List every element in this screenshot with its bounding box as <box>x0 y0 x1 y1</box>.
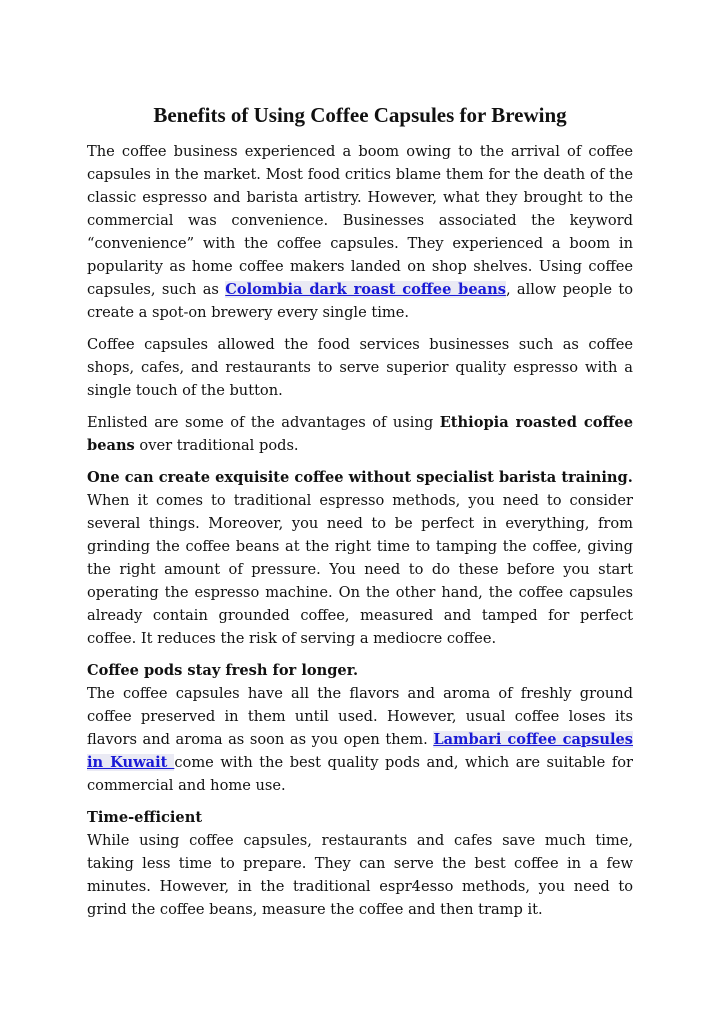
colombia-coffee-link[interactable]: Colombia dark roast coffee beans <box>225 281 506 298</box>
intro-text-before: The coffee business experienced a boom owing to the arrival of coffee capsules in the market. Most food critics blame them for the death of the classic espresso and barista artistry. However, what they brought to the commercial was convenience. Businesses associated the keyword “convenience” with the coffee capsules. They experienced a boom in popularity as home coffee makers landed on shop shelves. Using coffee capsules, such as <box>87 143 633 298</box>
section-fresh-text-after: come with the best quality pods and, which are suitable for commercial and home use. <box>87 754 634 794</box>
intro-text-after: , allow people to create a spot-on brewery every single time. <box>87 281 634 321</box>
second-paragraph: Coffee capsules allowed the food services businesses such as coffee shops, cafes, and restaurants to serve superior quality espresso with a single touch of the button. <box>87 336 633 399</box>
section-time-heading: Time-efficient <box>87 809 203 826</box>
section-barista-heading: One can create exquisite coffee without specialist barista training. <box>87 469 633 486</box>
section-barista-body: When it comes to traditional espresso methods, you need to consider several things. Moreover, you need to be perfect in everything, from grinding the coffee beans at the right time to tamping the coffee, giving the right amount of pressure. You need to do these before you start operating the espresso machine. On the other hand, the coffee capsules already contain grounded coffee, measured and tamped for perfect coffee. It reduces the risk of serving a mediocre coffee. <box>87 492 633 647</box>
section-time <box>87 806 633 921</box>
section-fresh-text-before: The coffee capsules have all the flavors and aroma of freshly ground coffee preserved in them until used. However, usual coffee loses its flavors and aroma as soon as you open them. <box>87 685 633 748</box>
section-barista <box>87 466 633 650</box>
lambari-capsules-link[interactable]: Lambari coffee capsules in Kuwait <box>87 731 633 771</box>
advantages-text-after: over traditional pods. <box>134 437 299 454</box>
section-fresh <box>87 659 633 797</box>
document-title: Benefits of Using Coffee Capsules for Brewing <box>153 103 567 127</box>
section-fresh-heading: Coffee pods stay fresh for longer. <box>87 662 359 679</box>
section-time-body: While using coffee capsules, restaurants and cafes save much time, taking less time to prepare. They can serve the best coffee in a few minutes. However, in the traditional espr4esso methods, you need to grind the coffee beans, measure the coffee and then tramp it. <box>87 832 633 918</box>
advantages-text-before: Enlisted are some of the advantages of using <box>87 414 440 431</box>
ethiopia-beans-bold: Ethiopia roasted coffee beans <box>87 414 633 454</box>
intro-paragraph <box>87 140 633 324</box>
advantages-paragraph <box>87 411 633 457</box>
document-page <box>87 100 633 930</box>
